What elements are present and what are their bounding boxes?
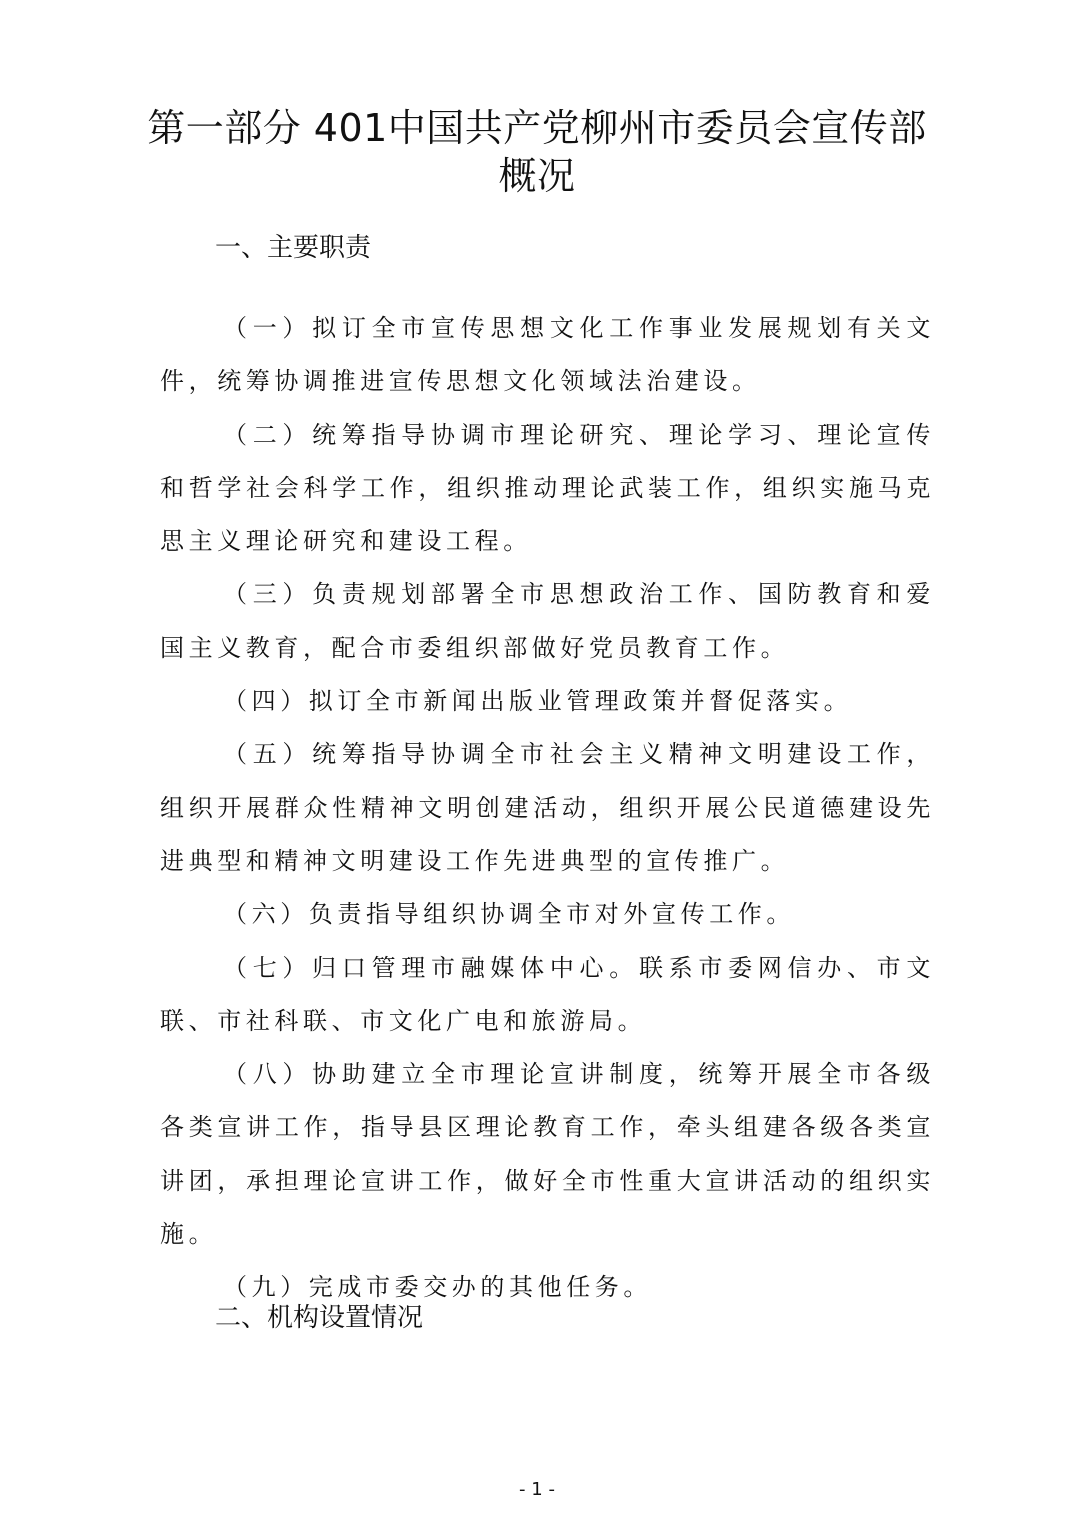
duty-paragraph-7: （七）归口管理市融媒体中心。联系市委网信办、市文联、市社科联、市文化广电和旅游局。 [160, 953, 935, 1035]
section-heading-duties: 一、主要职责 [215, 233, 372, 263]
duty-paragraph-6: （六）负责指导组织协调全市对外宣传工作。 [223, 900, 795, 929]
page-title: 第一部分 401中国共产党柳州市委员会宣传部概况 [147, 106, 927, 198]
duty-paragraph-2: （二）统筹指导协调市理论研究、理论学习、理论宣传和哲学社会科学工作，组织推动理论武装工作，组织实施马克思主义理论研究和建设工程。 [160, 420, 935, 556]
duty-paragraph-5: （五）统筹指导协调全市社会主义精神文明建设工作，组织开展群众性精神文明创建活动，组织开展公民道德建设先进典型和精神文明建设工作先进典型的宣传推广。 [160, 740, 935, 875]
duty-paragraph-3: （三）负责规划部署全市思想政治工作、国防教育和爱国主义教育，配合市委组织部做好党员教育工作。 [160, 580, 935, 662]
page-number: - 1 - [519, 1479, 555, 1500]
duties-list [160, 302, 935, 1315]
duty-paragraph-9: （九）完成市委交办的其他任务。 [223, 1273, 652, 1302]
duty-paragraph-4: （四）拟订全市新闻出版业管理政策并督促落实。 [223, 687, 853, 716]
duty-paragraph-8: （八）协助建立全市理论宣讲制度，统筹开展全市各级各类宣讲工作，指导县区理论教育工作，牵头组建各级各类宣讲团，承担理论宣讲工作，做好全市性重大宣讲活动的组织实施。 [160, 1060, 935, 1249]
section-heading-organization: 二、机构设置情况 [215, 1303, 424, 1333]
duty-paragraph-1: （一）拟订全市宣传思想文化工作事业发展规划有关文件，统筹协调推进宣传思想文化领域法治建设。 [160, 314, 935, 396]
